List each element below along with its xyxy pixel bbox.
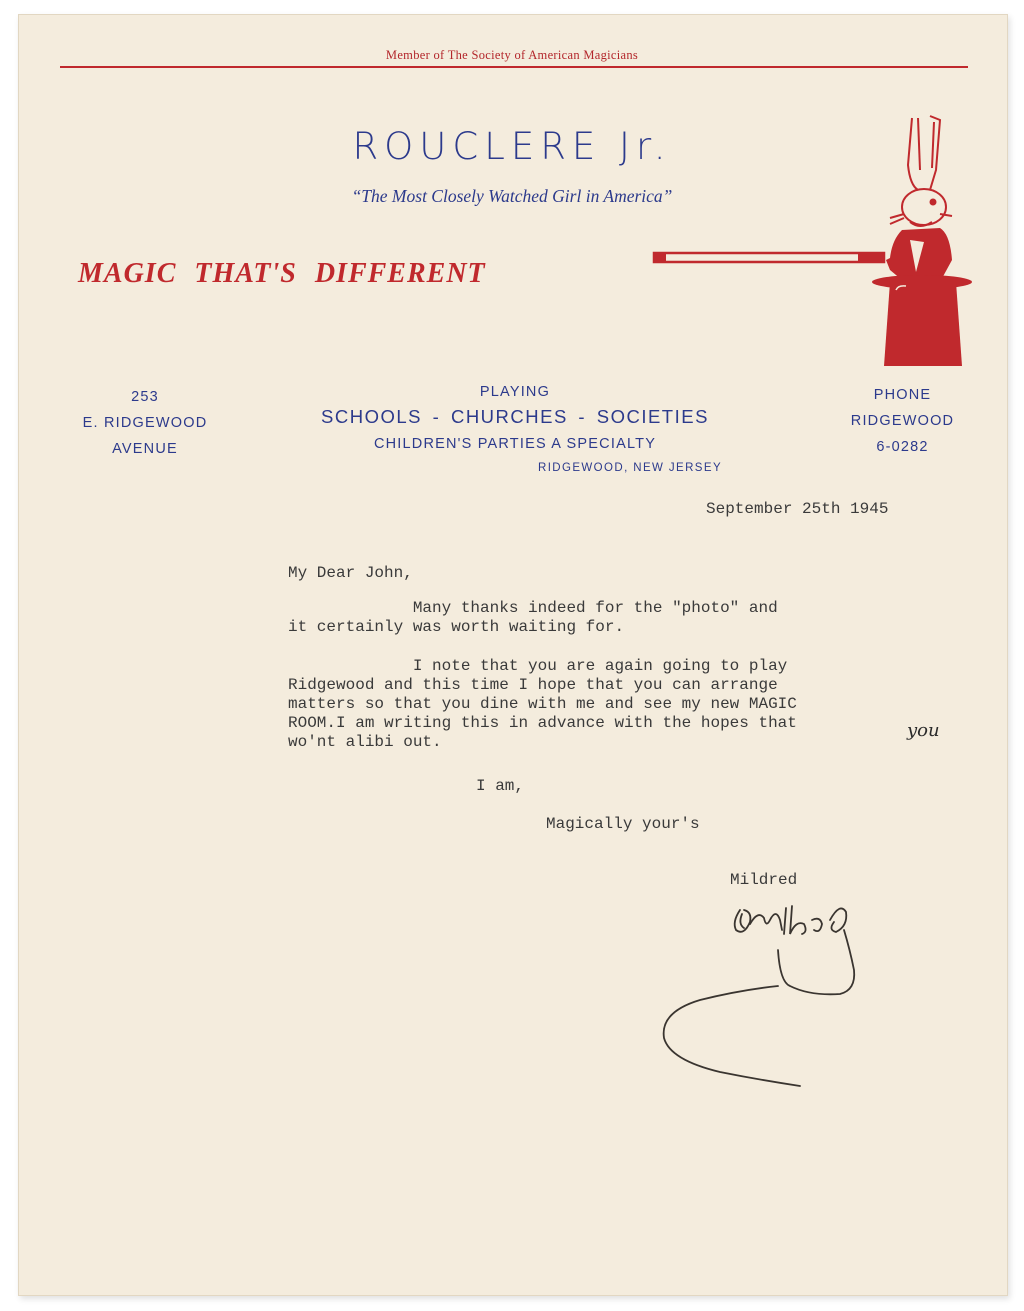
services-venues: SCHOOLS - CHURCHES - SOCIETIES [321, 406, 709, 427]
letter-salutation: My Dear John, [288, 564, 413, 582]
address-line: AVENUE [112, 441, 178, 457]
services-heading: PLAYING [479, 384, 551, 400]
letterhead-slogan: MAGIC THAT'S DIFFERENT [78, 258, 486, 289]
services-town: RIDGEWOOD, NEW JERSEY [538, 462, 723, 474]
rabbit-magician-icon [640, 110, 980, 370]
letter-paragraph: Many thanks indeed for the "photo" and it certainly was worth waiting for. [288, 599, 778, 636]
phone-line: PHONE [873, 387, 932, 403]
letter-typed-name: Mildred [730, 871, 798, 889]
membership-line: Member of The Society of American Magicians [385, 48, 639, 62]
letter-complimentary-close: Magically your's [546, 815, 700, 833]
services-specialty: CHILDREN'S PARTIES A SPECIALTY [373, 436, 657, 452]
letter-closing: I am, [476, 777, 525, 795]
letterhead-title: ROUCLERE Jr. [352, 125, 672, 168]
handwritten-insert: you [907, 720, 940, 741]
phone-block [835, 382, 970, 460]
address-block [60, 384, 230, 462]
letterhead-tagline: “The Most Closely Watched Girl in America” [351, 186, 673, 206]
handwritten-signature [640, 890, 880, 1100]
phone-line: RIDGEWOOD [850, 413, 955, 429]
address-line: 253 [131, 389, 159, 405]
letter-date: September 25th 1945 [706, 500, 889, 518]
header-rule [60, 66, 968, 68]
letter-paragraph: I note that you are again going to play Ridgewood and this time I hope that you can arrange matters so that you dine with me and see my new MAGIC ROOM.I am writing this in advance with the hopes that wo'nt alibi out. [288, 657, 797, 751]
phone-line: 6-0282 [876, 439, 929, 455]
address-line: E. RIDGEWOOD [82, 415, 208, 431]
